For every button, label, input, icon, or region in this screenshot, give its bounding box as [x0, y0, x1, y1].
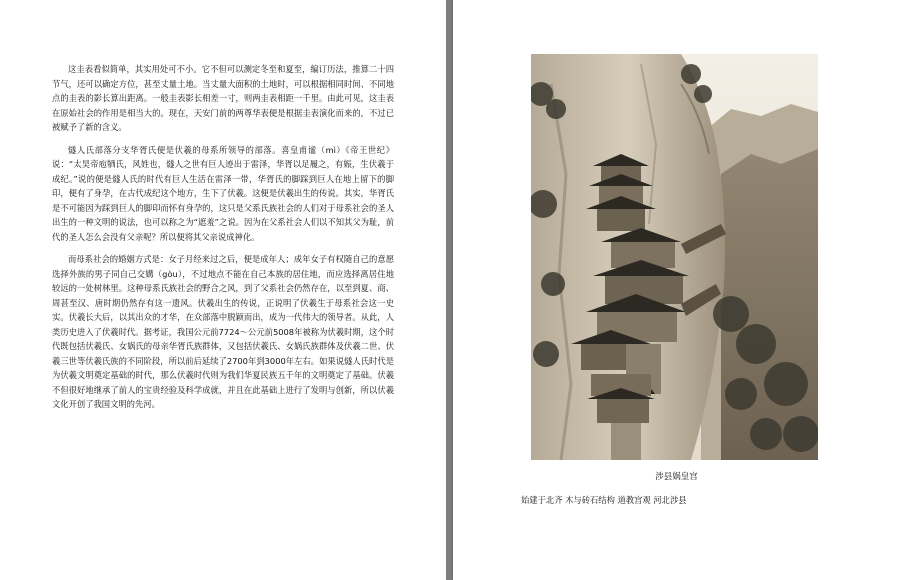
paragraph: 这圭表看似简单，其实用处可不小。它不但可以测定冬至和夏至，编订历法，推算二十四节气，还可以确定方位，甚至丈量土地。当丈量大面积的土地时，可以根据相同时间、不同地点的圭表的影长算出距离。一般圭表影长相差一寸，则两圭表相距一千里。由此可见，这圭表在原始社会的作用是相当大的。现在，天安门前的两尊华表便是根据圭表演化而来的，不过已被赋予了新的含义。	[52, 64, 394, 132]
left-page	[0, 0, 446, 580]
body-text	[52, 62, 394, 420]
page-gutter	[446, 0, 453, 580]
temple-photo-illustration	[531, 54, 818, 460]
paragraph: 燧人氏部落分支华胥氏便是伏羲的母系所领导的部落。喜皇甫谧（mì）《帝王世纪》说：“太昊帝庖牺氏，风姓也，燧人之世有巨人迹出于雷泽，华胥以足履之，有娠，生伏羲于成纪。”说的便是燧人氏的时代有巨人生活在雷泽一带，华胥氏的脚踩到巨人在地上留下的脚印，便有了身孕，在古代成纪这个地方，生下了伏羲。这便是伏羲出生的传说。其实，华胥氏是不可能因为踩到巨人的脚印而怀有身孕的，这只是父系氏族社会的人们对于母系社会的圣人出生的一种文明的说法，也可以称之为“遮羞”之说。因为在父系社会人们以不知其父为耻，前代的圣人怎么会没有父亲呢？所以便将其父亲说成神化。	[52, 144, 394, 242]
photo-credit: 始建于北齐 木与砖石结构 道教宫观 河北涉县	[521, 495, 687, 505]
right-page	[453, 0, 900, 580]
paragraph: 而母系社会的婚姻方式是：女子月经来过之后，便是成年人；成年女子有权随自己的意愿选择外族的男子同自己交媾（gòu），不过地点不能在自己本族的居住地，而应选择离居住地较远的一处树林里。这种母系氏族社会的野合之风，到了父系社会仍然存在，以至到夏、商、周甚至汉、唐时期仍然存有这一遗风。伏羲出生的传说，正说明了伏羲生于母系社会这一史实。伏羲长大后，以其出众的才华，在众部落中脱颖而出，成为一代伟大的领导者。从此，人类历史进入了伏羲时代。据考证，我国公元前7724～公元前5008年被称为伏羲时期，这个时代既包括伏羲氏、女娲氏的母亲华胥氏族群体，又包括伏羲氏、女娲氏族群体及伏羲二世、伏羲三世等伏羲氏族的不同阶段，所以前后延续了2700年到3000年左右。如果说燧人氏时代是为伏羲文明奠定基础的时代，那么伏羲时代则为我们华夏民族五千年的文明奠定了基础。伏羲不但很好地继承了前人的宝贵经验及科学成就，并且在此基础上进行了发明与创新，所以伏羲文化开创了我国文明的先河。	[52, 254, 394, 409]
temple-photo	[531, 54, 818, 460]
photo-caption: 涉县娲皇宫	[655, 472, 698, 482]
